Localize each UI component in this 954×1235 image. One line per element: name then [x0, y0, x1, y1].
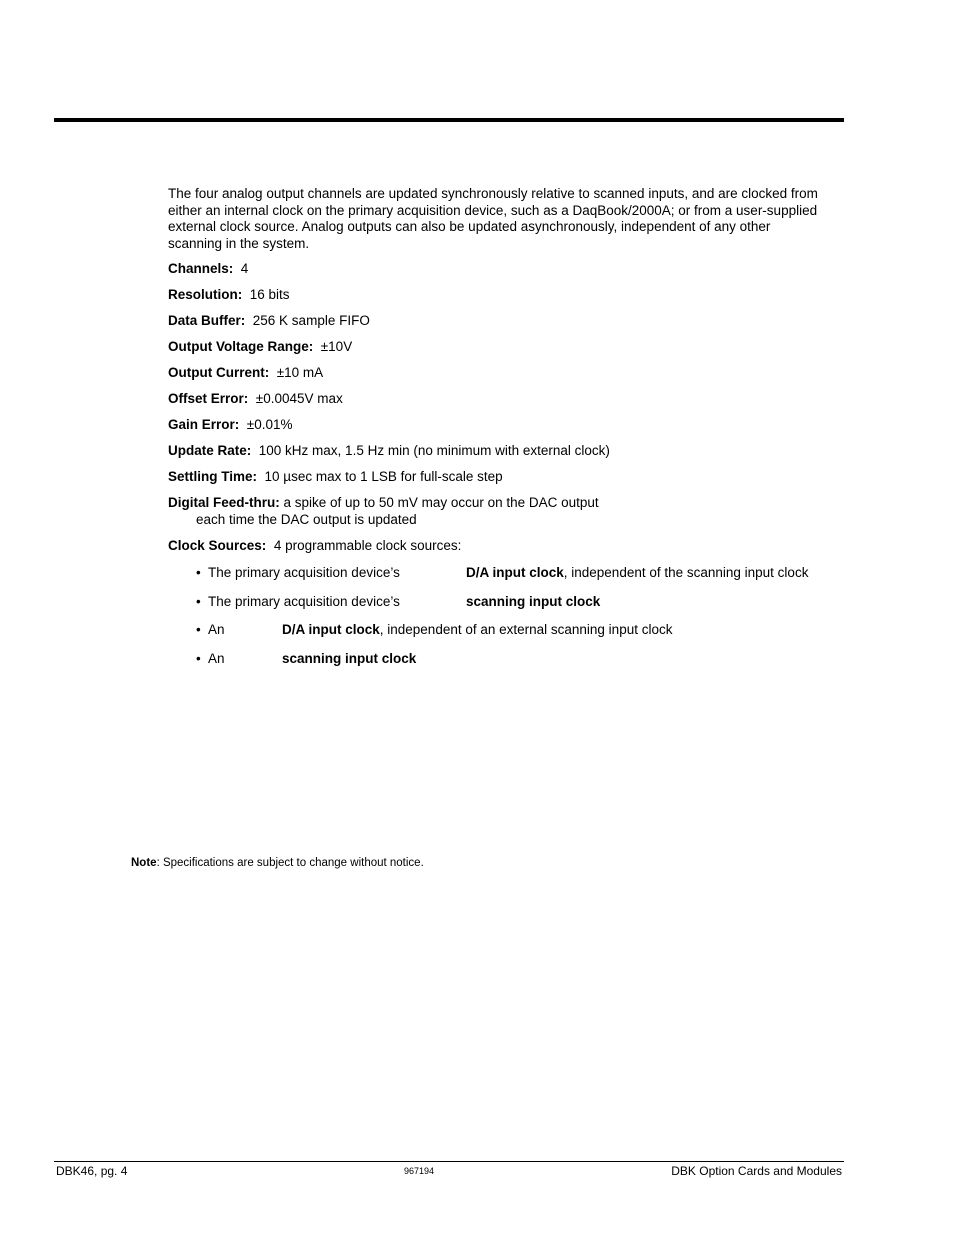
list-item — [168, 594, 828, 611]
note-text: : Specifications are subject to change without notice. — [156, 857, 424, 869]
spec-label: Offset Error: — [168, 391, 249, 406]
footer-manual-title: DBK Option Cards and Modules — [671, 1164, 842, 1178]
list-item — [168, 651, 828, 668]
item-lead: The primary acquisition device’s — [208, 593, 400, 609]
clock-source-list — [168, 565, 828, 667]
bullet: • — [196, 593, 201, 609]
spec-settling-time — [168, 469, 828, 486]
item-tail — [282, 622, 672, 639]
item-rest: , independent of an external scanning input clock — [379, 622, 673, 637]
spec-value: 256 K sample FIFO — [252, 313, 370, 328]
spec-label: Data Buffer: — [168, 313, 246, 328]
spec-label: Output Current: — [168, 365, 270, 380]
spec-clock-sources — [168, 538, 828, 555]
spec-output-voltage-range — [168, 339, 828, 356]
spec-value: 10 µsec max to 1 LSB for full-scale step — [264, 469, 503, 484]
list-item — [168, 622, 828, 639]
spec-gain-error — [168, 417, 828, 434]
header-rule — [54, 118, 844, 122]
spec-label: Resolution: — [168, 287, 243, 302]
spec-value: ±0.01% — [246, 417, 293, 432]
item-rest: , independent of the scanning input clock — [563, 565, 809, 580]
item-bold: scanning input clock — [466, 593, 601, 609]
spec-resolution — [168, 287, 828, 304]
spec-value: ±10 mA — [276, 365, 324, 380]
item-bold: D/A input clock — [466, 565, 564, 580]
spec-value: a spike of up to 50 mV may occur on the DAC output — [283, 495, 599, 510]
spec-value: 4 programmable clock sources: — [273, 537, 462, 553]
spec-label: Settling Time: — [168, 469, 258, 484]
spec-content — [168, 186, 828, 679]
item-bold: scanning input clock — [282, 650, 417, 666]
bullet: • — [196, 650, 201, 666]
spec-label: Clock Sources: — [168, 537, 267, 553]
spec-label: Digital Feed-thru: — [168, 495, 280, 510]
item-lead: An — [208, 622, 225, 637]
spec-label: Output Voltage Range: — [168, 339, 314, 354]
spec-data-buffer — [168, 313, 828, 330]
bullet: • — [196, 565, 201, 580]
spec-value: 16 bits — [249, 287, 290, 302]
spec-value-continuation: each time the DAC output is updated — [196, 511, 417, 527]
footer-rule — [54, 1161, 844, 1162]
item-lead: An — [208, 650, 225, 666]
item-bold: D/A input clock — [282, 622, 380, 637]
note-label: Note — [131, 857, 157, 869]
spec-label: Gain Error: — [168, 417, 240, 432]
footer-page-number: DBK46, pg. 4 — [56, 1164, 128, 1178]
spec-value: 100 kHz max, 1.5 Hz min (no minimum with external clock) — [258, 443, 610, 458]
spec-channels — [168, 261, 828, 278]
intro-paragraph: The four analog output channels are updated synchronously relative to scanned inputs, and are clocked from either an internal clock on the primary acquisition device, such as a DaqBook/2000A; or from a user-supplied external clock source. Analog outputs can also be updated asynchronously, independent of any other scanning in the system. — [168, 186, 818, 251]
spec-note — [131, 856, 424, 870]
item-tail — [282, 651, 416, 668]
item-lead: The primary acquisition device’s — [208, 565, 400, 580]
spec-value: ±10V — [320, 339, 353, 354]
spec-label: Channels: — [168, 261, 234, 276]
spec-output-current — [168, 365, 828, 382]
spec-value: ±0.0045V max — [255, 391, 343, 406]
spec-update-rate — [168, 443, 828, 460]
bullet: • — [196, 622, 201, 637]
spec-label: Update Rate: — [168, 443, 252, 458]
spec-offset-error — [168, 391, 828, 408]
footer-doc-number: 967194 — [404, 1166, 435, 1176]
item-tail — [466, 594, 600, 611]
item-tail — [466, 565, 808, 582]
spec-value: 4 — [240, 261, 249, 276]
spec-digital-feed-thru — [168, 495, 828, 528]
list-item — [168, 565, 828, 582]
